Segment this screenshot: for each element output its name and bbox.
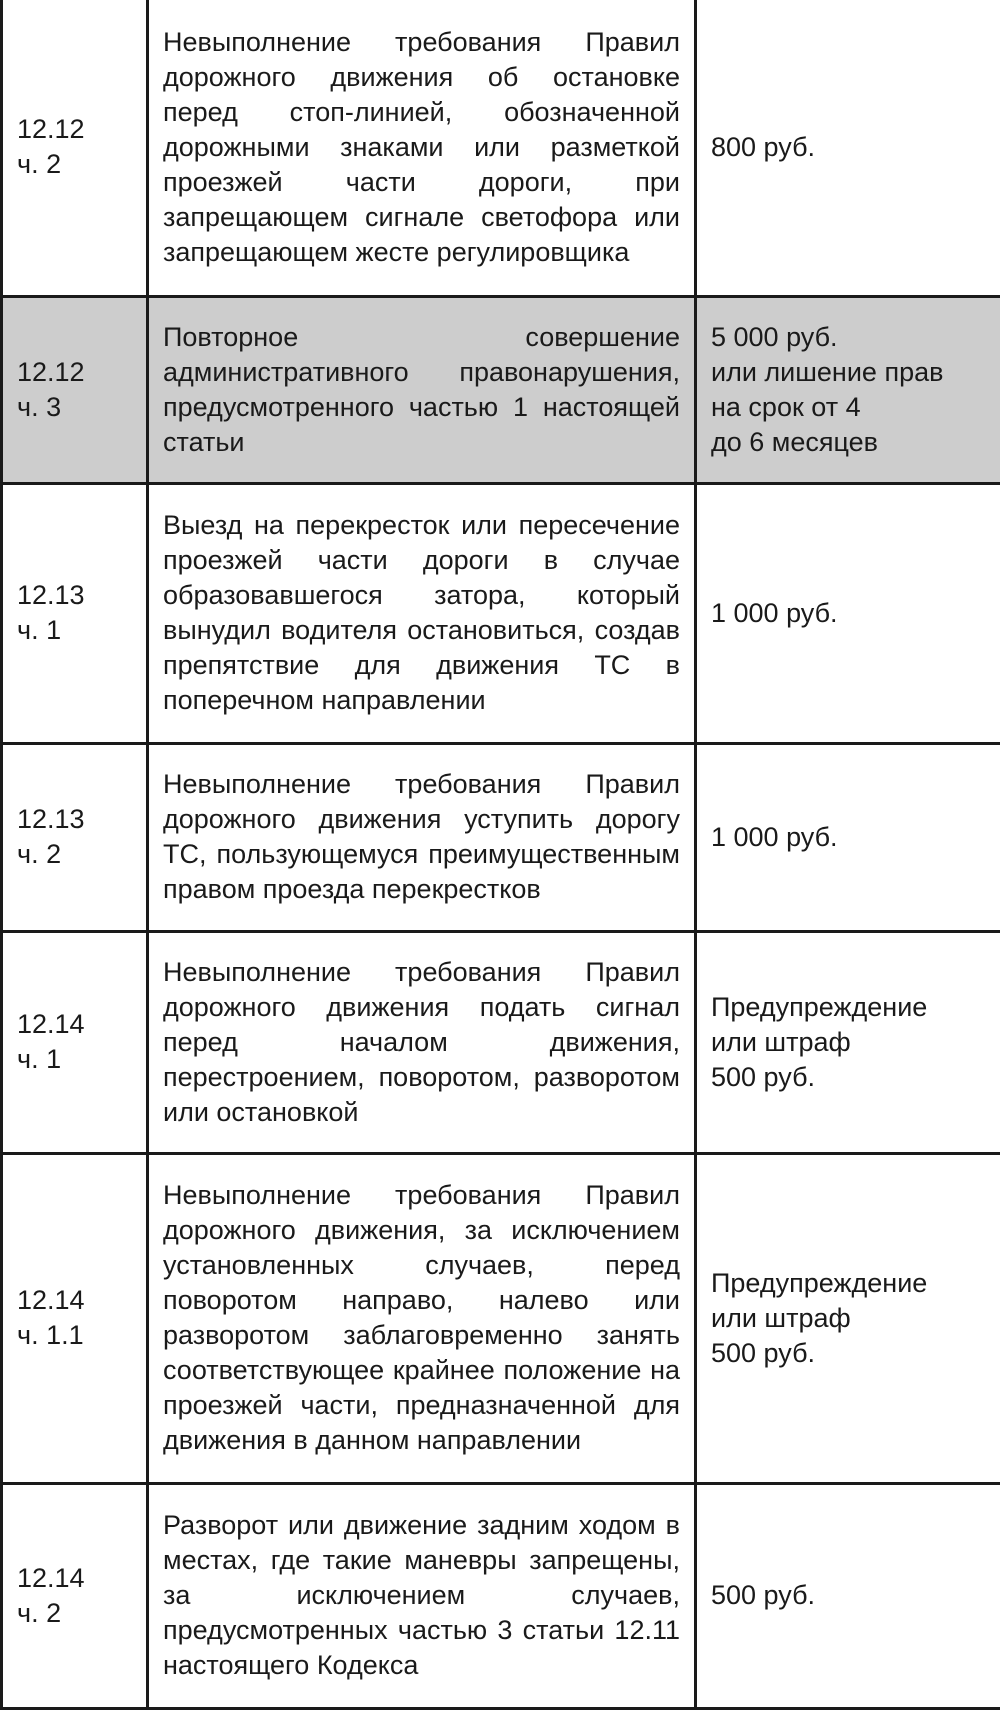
fine-line: на срок от 4	[711, 391, 861, 422]
article-cell	[2, 1153, 148, 1483]
article-cell	[2, 483, 148, 743]
fine-line: 1 000 руб.	[711, 597, 838, 628]
table-row	[2, 743, 1000, 931]
violation-description: Выезд на перекресток или пересечение проезжей части дороги в случае образовавшегося затора, который вынудил водителя остановиться, создав препятствие для движения ТС в поперечном направлении	[148, 483, 696, 743]
table-row	[2, 483, 1000, 743]
table-row	[2, 0, 1000, 296]
article-part: ч. 1.1	[17, 1320, 84, 1350]
article-part: ч. 1	[17, 1044, 62, 1074]
fine-line: или штраф	[711, 1026, 851, 1057]
article-part: ч. 2	[17, 839, 62, 869]
fine-line: 500 руб.	[711, 1337, 816, 1368]
table-row	[2, 1153, 1000, 1483]
fine-line: до 6 месяцев	[711, 426, 879, 457]
article-cell	[2, 743, 148, 931]
table-row	[2, 1483, 1000, 1708]
fine-cell	[696, 0, 1000, 296]
article-part: ч. 2	[17, 1597, 62, 1628]
article-cell	[2, 931, 148, 1153]
fine-line: 1 000 руб.	[711, 821, 838, 852]
article-number: 12.12	[17, 114, 85, 145]
article-number: 12.14	[17, 1009, 85, 1039]
fine-cell	[696, 743, 1000, 931]
article-cell	[2, 296, 148, 483]
article-cell	[2, 0, 148, 296]
violation-description: Невыполнение требования Правил дорожного движения уступить дорогу ТС, пользующемуся преимущественным правом проезда перекрестков	[148, 743, 696, 931]
article-part: ч. 2	[17, 149, 62, 180]
article-number: 12.12	[17, 356, 85, 387]
table-row	[2, 931, 1000, 1153]
article-part: ч. 1	[17, 615, 62, 645]
fine-line: или штраф	[711, 1302, 851, 1333]
violation-description: Повторное совершение административного правонарушения, предусмотренного частью 1 настоящей статьи	[148, 296, 696, 483]
fine-line: 5 000 руб.	[711, 321, 838, 352]
fine-cell	[696, 1483, 1000, 1708]
article-number: 12.13	[17, 580, 85, 610]
article-number: 12.14	[17, 1562, 85, 1593]
fine-line: 500 руб.	[711, 1061, 816, 1092]
fine-line: или лишение прав	[711, 356, 944, 387]
table-row	[2, 296, 1000, 483]
violation-description: Разворот или движение задним ходом в местах, где такие маневры запрещены, за исключением случаев, предусмотренных частью 3 статьи 12.11 настоящего Кодекса	[148, 1483, 696, 1708]
fine-line: Предупреждение	[711, 1267, 928, 1298]
violation-description: Невыполнение требования Правил дорожного движения об остановке перед стоп-линией, обозначенной дорожными знаками или разметкой проезжей части дороги, при запрещающем сигнале светофора или запрещающем жесте регулировщика	[148, 0, 696, 296]
fine-cell	[696, 296, 1000, 483]
violation-description: Невыполнение требования Правил дорожного движения, за исключением установленных случаев, перед поворотом направо, налево или разворотом заблаговременно занять соответствующее крайнее положение на проезжей части, предназначенной для движения в данном направлении	[148, 1153, 696, 1483]
fine-line: 500 руб.	[711, 1580, 816, 1610]
fine-line: 800 руб.	[711, 131, 816, 162]
fine-cell	[696, 931, 1000, 1153]
article-number: 12.14	[17, 1285, 85, 1315]
fine-cell	[696, 1153, 1000, 1483]
violation-description: Невыполнение требования Правил дорожного движения подать сигнал перед началом движения, перестроением, поворотом, разворотом или остановкой	[148, 931, 696, 1153]
article-part: ч. 3	[17, 391, 62, 422]
fine-cell	[696, 483, 1000, 743]
fine-line: Предупреждение	[711, 991, 928, 1022]
article-number: 12.13	[17, 804, 85, 834]
article-cell	[2, 1483, 148, 1708]
